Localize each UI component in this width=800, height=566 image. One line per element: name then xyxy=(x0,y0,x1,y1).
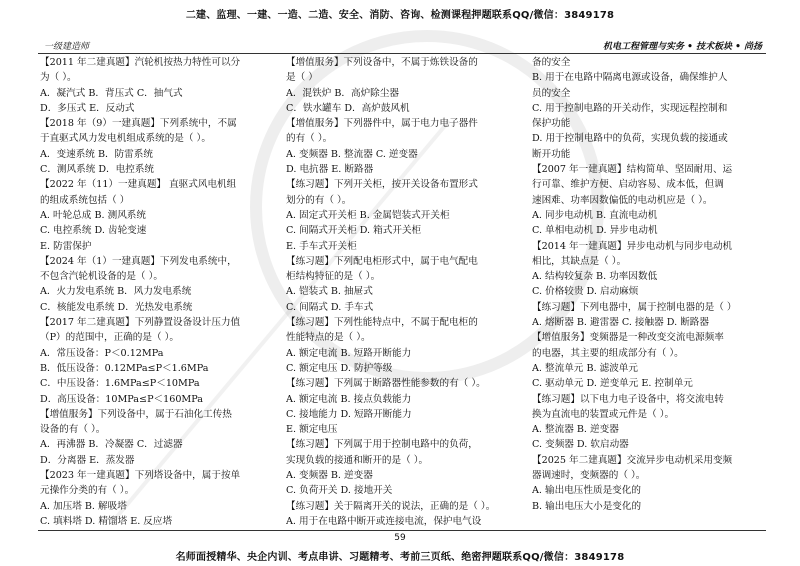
text-line: 为（ ）。 xyxy=(40,72,77,84)
text-line: 于直驱式风力发电机组成系统的是（ ）。 xyxy=(40,133,211,145)
column-middle xyxy=(286,55,521,529)
text-line: A. 额定电流 B. 短路开断能力 xyxy=(286,347,412,359)
text-line: 【2007 年一建真题】结构简单、坚固耐用、运 xyxy=(532,164,733,176)
bottom-banner: 名师面授精华、央企内训、考点串讲、习题精考、考前三页纸、绝密押题联系QQ/微信：3849178 xyxy=(175,552,625,563)
text-line: C．铁水罐车 D．高炉鼓风机 xyxy=(286,102,410,114)
text-line: 的组成系统包括（ ） xyxy=(40,194,130,206)
text-line: A. 输出电压性质是变化的 xyxy=(532,485,641,497)
text-line: D. 用于控制电路中的负荷，实现负载的接通或 xyxy=(532,133,728,145)
text-line: 【练习题】下列配电柜形式中，属于电气配电 xyxy=(286,255,478,267)
text-line: 柜结构特征的是（ ）。 xyxy=(286,271,381,283)
text-line: C. 驱动单元 D. 逆变单元 E. 控制单元 xyxy=(532,378,693,390)
text-line: 【2025 年二建真题】交流异步电动机采用变频 xyxy=(532,454,733,466)
text-line: 【练习题】下列性能特点中，不属于配电柜的 xyxy=(286,317,478,329)
text-line: 的有（ ）。 xyxy=(286,133,333,145)
text-line: C. 间隔式 D. 手车式 xyxy=(286,301,374,313)
text-line: 【2024 年（1）一建真题】下列发电系统中， xyxy=(40,255,237,267)
text-line: 元操作分类的有（ ）。 xyxy=(40,485,135,497)
text-line: 划分的有（ ）。 xyxy=(286,194,352,206)
text-line: 【练习题】以下电力电子设备中，将交流电转 xyxy=(532,393,724,405)
header-right: 机电工程管理与实务 • 技术板块 • 尚扬 xyxy=(602,42,762,52)
text-line: C. 接地能力 D. 短路开断能力 xyxy=(286,408,412,420)
text-line: A．再沸器 B．冷凝器 C．过滤器 xyxy=(40,439,183,451)
text-line: A. 整流器 B. 逆变器 xyxy=(532,424,619,436)
text-line: C. 填料塔 D. 精馏塔 E. 反应塔 xyxy=(40,515,173,527)
text-line: C. 间隔式开关柜 D. 箱式开关柜 xyxy=(286,225,422,237)
text-line: C. 负荷开关 D. 接地开关 xyxy=(286,485,393,497)
column-right xyxy=(532,55,767,514)
text-line: 【增值服务】变频器是一种改变交流电源频率 xyxy=(532,332,724,344)
text-line: 【练习题】下列属于断路器性能参数的有（ ）。 xyxy=(286,378,486,390)
text-line: 【练习题】下列开关柜，按开关设备布置形式 xyxy=(286,179,478,191)
page-number: 59 xyxy=(394,533,406,543)
text-line: 速困难、功率因数偏低的电动机应是（ ）。 xyxy=(532,194,713,206)
text-line: 【练习题】关于隔离开关的说法，正确的是（ ）。 xyxy=(286,500,496,512)
text-line: E. 手车式开关柜 xyxy=(286,240,357,252)
footer-rule xyxy=(38,530,766,531)
text-line: A. 叶轮总成 B. 测风系统 xyxy=(40,209,146,221)
text-line: 【2011 年二建真题】汽轮机按热力特性可以分 xyxy=(40,57,241,68)
text-line: B. 用于在电路中隔离电源或设备，确保维护人 xyxy=(532,72,728,84)
text-line: C．中压设备：1.6MPa≤P＜10MPa xyxy=(40,378,200,390)
text-line: 的电器，其主要的组成部分有（ ）。 xyxy=(532,347,684,359)
top-banner: 二建、监理、一建、一造、二造、安全、消防、咨询、检测课程押题联系QQ/微信：3849178 xyxy=(185,10,615,21)
header-left: 一级建造师 xyxy=(44,42,90,52)
text-line: B. 输出电压大小是变化的 xyxy=(532,500,642,512)
text-line: A．凝汽式 B．背压式 C．抽气式 xyxy=(40,87,183,99)
text-line: 是（ ） xyxy=(286,72,318,84)
text-line: 【增值服务】下列设备中，属于石油化工传热 xyxy=(40,408,232,420)
text-line: A. 结构较复杂 B. 功率因数低 xyxy=(532,271,658,283)
text-line: 设备的有（ ）。 xyxy=(40,424,106,436)
text-line: C. 价格较贵 D. 启动麻烦 xyxy=(532,286,639,298)
text-line: 断开功能 xyxy=(532,148,571,160)
text-line: C. 额定电压 D. 防护等级 xyxy=(286,362,393,374)
text-line: 【增值服务】下列设备中，不属于炼铁设备的 xyxy=(286,57,478,68)
text-line: A．常压设备：P＜0.12MPa xyxy=(40,347,164,359)
text-line: 性能特点的是（ ）。 xyxy=(286,332,371,344)
text-line: A．变速系统 B．防雷系统 xyxy=(40,148,153,160)
text-line: 不包含汽轮机设备的是（ ）。 xyxy=(40,271,163,283)
text-line: 相比，其缺点是（ ）。 xyxy=(532,255,627,267)
text-line: 器调速时，变频器的（ ）。 xyxy=(532,470,646,482)
text-line: A. 加压塔 B. 解吸塔 xyxy=(40,500,127,512)
text-line: A. 固定式开关柜 B. 金属铠装式开关柜 xyxy=(286,209,450,221)
text-line: C. 电控系统 D. 齿轮变速 xyxy=(40,225,147,237)
text-line: A. 变频器 B. 整流器 C. 逆变器 xyxy=(286,148,418,160)
text-line: D．分离器 E．蒸发器 xyxy=(40,454,135,466)
text-line: E. 防雷保护 xyxy=(40,240,92,252)
text-line: A. 整流单元 B. 滤波单元 xyxy=(532,362,638,374)
text-line: A. 额定电流 B. 接点负载能力 xyxy=(286,393,412,405)
text-line: 行可靠、维护方便、启动容易、成本低，但调 xyxy=(532,179,724,191)
text-line: A. 熔断器 B. 避雷器 C. 接触器 D. 断路器 xyxy=(532,317,709,329)
text-line: D．多压式 E．反动式 xyxy=(40,102,135,114)
text-line: 备的安全 xyxy=(532,57,571,68)
text-line: （P）的范围中，正确的是（ ）。 xyxy=(40,332,180,344)
text-line: C. 变频器 D. 软启动器 xyxy=(532,439,629,451)
text-line: A．混铁炉 B．高炉除尘器 xyxy=(286,87,399,99)
text-line: C．测风系统 D．电控系统 xyxy=(40,164,155,176)
text-line: B．低压设备：0.12MPa≤P＜1.6MPa xyxy=(40,362,209,374)
text-line: 员的安全 xyxy=(532,87,571,99)
text-line: 【2014 年一建真题】异步电动机与同步电动机 xyxy=(532,240,733,252)
column-left xyxy=(40,55,275,529)
text-line: 【练习题】下列属于用于控制电路中的负荷， xyxy=(286,439,478,451)
text-line: C．核能发电系统 D．光热发电系统 xyxy=(40,301,193,313)
text-line: 【练习题】下列电器中，属于控制电器的是（ ） xyxy=(532,301,737,313)
text-line: 【2023 年一建真题】下列塔设备中，属于按单 xyxy=(40,470,241,482)
text-line: C. 用于控制电路的开关动作，实现远程控制和 xyxy=(532,102,728,114)
text-line: A. 变频器 B. 逆变器 xyxy=(286,470,373,482)
header-rule xyxy=(38,53,766,54)
text-line: D. 电抗器 E. 断路器 xyxy=(286,164,374,176)
text-line: A. 用于在电路中断开或连接电流，保护电气设 xyxy=(286,515,482,527)
text-line: 【2017 年二建真题】下列静置设备设计压力值 xyxy=(40,317,241,329)
text-line: D．高压设备：10MPa≤P＜160MPa xyxy=(40,393,203,405)
text-line: C. 单相电动机 D. 异步电动机 xyxy=(532,225,658,237)
text-line: 保护功能 xyxy=(532,118,571,130)
text-line: 【2022 年（11）一建真题】 直驱式风电机组 xyxy=(40,179,237,191)
text-line: A．火力发电系统 B．风力发电系统 xyxy=(40,286,192,298)
text-line: A. 同步电动机 B. 直流电动机 xyxy=(532,209,658,221)
text-line: E. 额定电压 xyxy=(286,424,338,436)
text-line: 实现负载的接通和断开的是（ ）。 xyxy=(286,454,429,466)
text-line: A. 铠装式 B. 抽屉式 xyxy=(286,286,373,298)
text-line: 【增值服务】下列器件中，属于电力电子器件 xyxy=(286,118,478,130)
text-line: 【2018 年（9）一建真题】下列系统中，不属 xyxy=(40,118,237,130)
text-line: 换为直流电的装置或元件是（ ）。 xyxy=(532,408,675,420)
